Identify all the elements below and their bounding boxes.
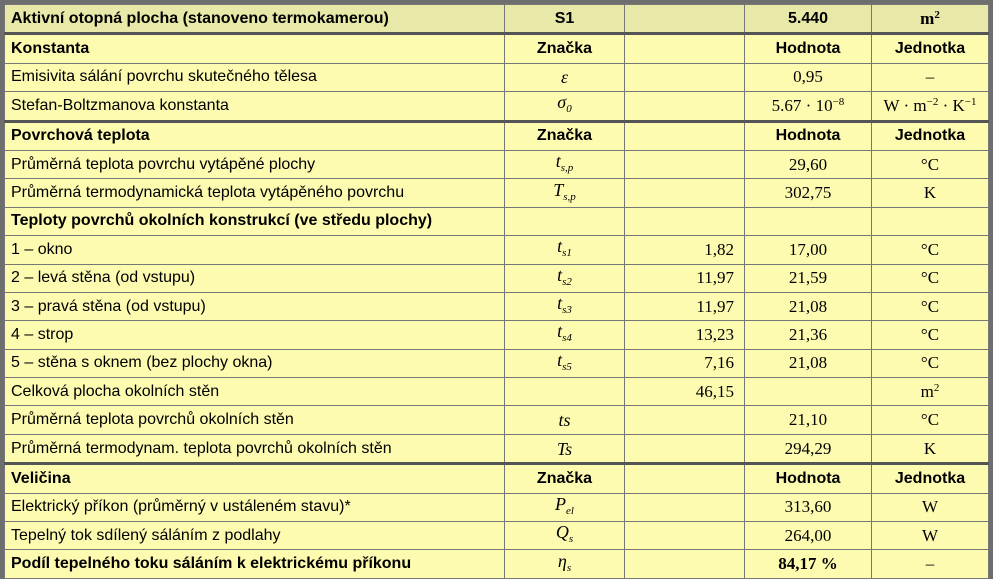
row-label: Tepelný tok sdílený sáláním z podlahy	[5, 522, 505, 550]
row-symbol: $Q_s$	[505, 522, 625, 550]
row-label: Elektrický příkon (průměrný v ustáleném stavu)*	[5, 493, 505, 521]
col-unit: Jednotka	[872, 121, 989, 150]
row-value: 84,17 %	[745, 550, 872, 578]
empty-cell	[625, 34, 745, 63]
empty-cell	[872, 207, 989, 235]
row-symbol: $t_{s4}$	[505, 321, 625, 349]
row-symbol: $P_{el}$	[505, 493, 625, 521]
row-value: 21,08	[745, 349, 872, 377]
empty-cell	[625, 522, 745, 550]
col-unit: Jednotka	[872, 464, 989, 493]
row-value: 313,60	[745, 493, 872, 521]
row-area: 11,97	[625, 264, 745, 292]
section-header-teplota	[5, 121, 989, 150]
row-label: Průměrná termodynamická teplota vytápěného povrchu	[5, 179, 505, 207]
row-area: 46,15	[625, 378, 745, 406]
row-value: 0,95	[745, 63, 872, 91]
row-symbol: $\eta_s$	[505, 550, 625, 578]
col-symbol: Značka	[505, 464, 625, 493]
row-label: Emisivita sálání povrchu skutečného tělesa	[5, 63, 505, 91]
row-unit: K	[872, 434, 989, 463]
row-symbol: $t_{s,p}$	[505, 150, 625, 178]
row-symbol: $T_{s,p}$	[505, 179, 625, 207]
section-header-okolni	[5, 207, 989, 235]
row-label: 1 – okno	[5, 236, 505, 264]
avg-thermo-temp-row	[5, 434, 989, 463]
header-unit: $m^2$	[872, 5, 989, 34]
empty-cell	[745, 378, 872, 406]
row-unit: °C	[872, 264, 989, 292]
empty-cell	[505, 207, 625, 235]
row-symbol: $t_{s1}$	[505, 236, 625, 264]
row-value: 21,36	[745, 321, 872, 349]
table-row	[5, 522, 989, 550]
table-row	[5, 493, 989, 521]
empty-cell	[505, 378, 625, 406]
row-value: $5.67 \cdot 10^{-8}$	[745, 92, 872, 121]
row-unit: $W \cdot m^{-2} \cdot K^{-1}$	[872, 92, 989, 121]
row-symbol: ε	[505, 63, 625, 91]
row-label: Podíl tepelného toku sáláním k elektrickému příkonu	[5, 550, 505, 578]
table-row	[5, 292, 989, 320]
row-unit: °C	[872, 349, 989, 377]
section-title: Teploty povrchů okolních konstrukcí (ve středu plochy)	[5, 207, 505, 235]
row-symbol: $\sigma_0$	[505, 92, 625, 121]
header-row	[5, 5, 989, 34]
row-unit: W	[872, 522, 989, 550]
row-area: 1,82	[625, 236, 745, 264]
row-unit: °C	[872, 406, 989, 434]
empty-cell	[625, 150, 745, 178]
section-title: Konstanta	[5, 34, 505, 63]
empty-cell	[745, 207, 872, 235]
row-value: 21,10	[745, 406, 872, 434]
section-title: Povrchová teplota	[5, 121, 505, 150]
row-label: Průměrná termodynam. teplota povrchů okolních stěn	[5, 434, 505, 463]
row-value: 21,59	[745, 264, 872, 292]
table-row	[5, 92, 989, 121]
section-title: Veličina	[5, 464, 505, 493]
row-label: 2 – levá stěna (od vstupu)	[5, 264, 505, 292]
header-empty	[625, 5, 745, 34]
row-area: 11,97	[625, 292, 745, 320]
row-symbol: $t_{s3}$	[505, 292, 625, 320]
row-label: Průměrná teplota povrchu vytápěné plochy	[5, 150, 505, 178]
row-symbol: ts	[505, 406, 625, 434]
result-row	[5, 550, 989, 578]
empty-cell	[625, 493, 745, 521]
row-value: 302,75	[745, 179, 872, 207]
header-title: Aktivní otopná plocha (stanoveno termokamerou)	[5, 5, 505, 34]
row-unit: K	[872, 179, 989, 207]
empty-cell	[625, 464, 745, 493]
row-value: 294,29	[745, 434, 872, 463]
row-value: 264,00	[745, 522, 872, 550]
empty-cell	[625, 406, 745, 434]
row-label: Celková plocha okolních stěn	[5, 378, 505, 406]
row-symbol: $t_{s5}$	[505, 349, 625, 377]
section-header-konstanta	[5, 34, 989, 63]
total-area-row	[5, 378, 989, 406]
row-unit: –	[872, 550, 989, 578]
table-row	[5, 63, 989, 91]
table-row	[5, 321, 989, 349]
row-label: Průměrná teplota povrchů okolních stěn	[5, 406, 505, 434]
table-row	[5, 349, 989, 377]
row-symbol: Ts	[505, 434, 625, 463]
table-row	[5, 236, 989, 264]
row-unit: W	[872, 493, 989, 521]
header-sample: S1	[505, 5, 625, 34]
empty-cell	[625, 207, 745, 235]
table-row	[5, 150, 989, 178]
empty-cell	[625, 550, 745, 578]
row-area: 7,16	[625, 349, 745, 377]
col-symbol: Značka	[505, 34, 625, 63]
row-value: 21,08	[745, 292, 872, 320]
col-value: Hodnota	[745, 34, 872, 63]
col-value: Hodnota	[745, 121, 872, 150]
row-label: 3 – pravá stěna (od vstupu)	[5, 292, 505, 320]
empty-cell	[625, 121, 745, 150]
col-unit: Jednotka	[872, 34, 989, 63]
empty-cell	[625, 92, 745, 121]
row-unit: °C	[872, 292, 989, 320]
row-label: 4 – strop	[5, 321, 505, 349]
table-frame	[2, 2, 990, 574]
row-unit: °C	[872, 236, 989, 264]
row-value: 17,00	[745, 236, 872, 264]
row-unit: $m^2$	[872, 378, 989, 406]
empty-cell	[625, 179, 745, 207]
results-table	[4, 4, 989, 579]
section-header-velicina	[5, 464, 989, 493]
row-symbol: $t_{s2}$	[505, 264, 625, 292]
avg-temp-row	[5, 406, 989, 434]
row-label: 5 – stěna s oknem (bez plochy okna)	[5, 349, 505, 377]
row-unit: °C	[872, 150, 989, 178]
row-label: Stefan-Boltzmanova konstanta	[5, 92, 505, 121]
empty-cell	[625, 63, 745, 91]
col-symbol: Značka	[505, 121, 625, 150]
row-area: 13,23	[625, 321, 745, 349]
row-unit: –	[872, 63, 989, 91]
row-value: 29,60	[745, 150, 872, 178]
col-value: Hodnota	[745, 464, 872, 493]
table-row	[5, 179, 989, 207]
empty-cell	[625, 434, 745, 463]
table-row	[5, 264, 989, 292]
row-unit: °C	[872, 321, 989, 349]
header-value: 5.440	[745, 5, 872, 34]
